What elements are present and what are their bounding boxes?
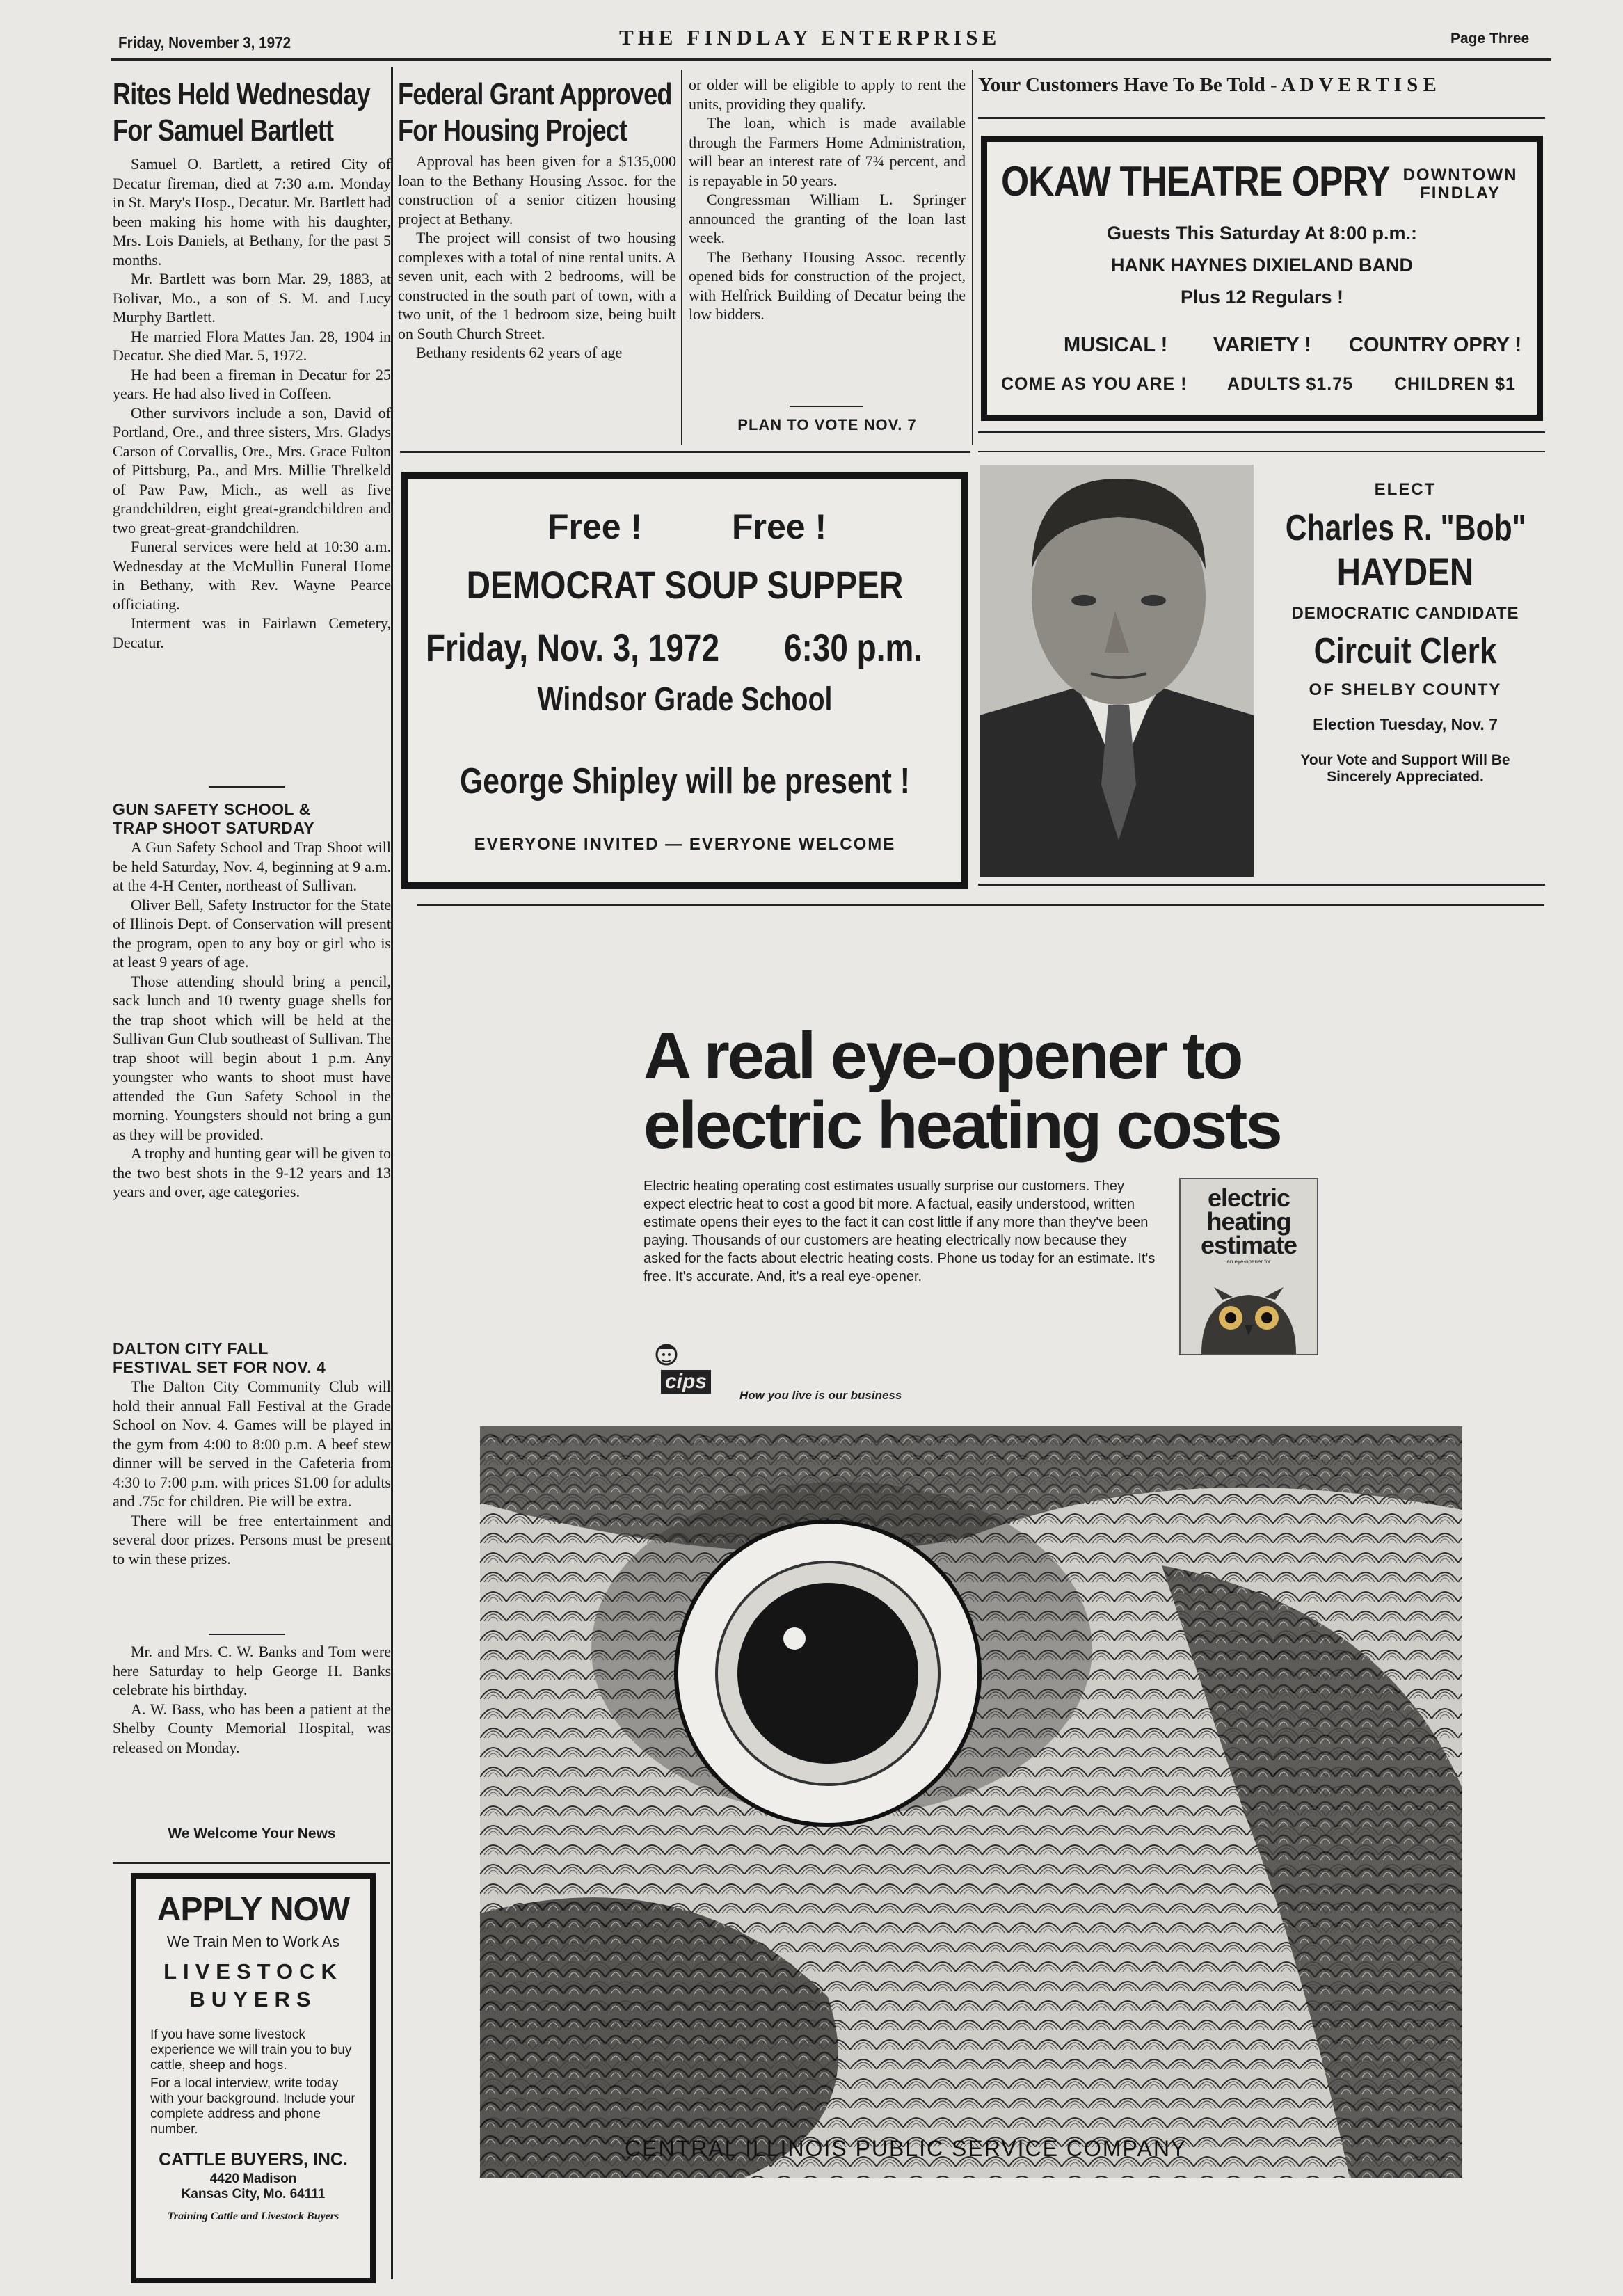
column-divider-left bbox=[391, 67, 393, 2279]
article-paragraph: Mr. Bartlett was born Mar. 29, 1883, at Bolivar, Mo., a son of S. M. and Lucy Murphy Bartlett. bbox=[113, 270, 391, 326]
apply-now-address2: Kansas City, Mo. 64111 bbox=[181, 2187, 326, 2201]
soup-free-2: Free ! bbox=[732, 507, 827, 546]
article-paragraph: Interment was in Fairlawn Cemetery, Decatur. bbox=[113, 614, 391, 651]
bartlett-article bbox=[113, 77, 391, 652]
opry-adults-price: ADULTS $1.75 bbox=[1227, 374, 1354, 394]
gun-safety-headline-1: GUN SAFETY SCHOOL & bbox=[113, 800, 311, 818]
booklet-title-1: electric bbox=[1207, 1183, 1290, 1212]
booklet-title-3: estimate bbox=[1200, 1231, 1297, 1259]
article-paragraph: He had been a fireman in Decatur for 25 years. He had also lived in Coffeen. bbox=[113, 365, 391, 402]
advertise-rule bbox=[978, 117, 1545, 119]
hayden-elect: ELECT bbox=[1374, 480, 1437, 499]
opry-line1: Guests This Saturday At 8:00 p.m.: bbox=[1106, 223, 1418, 244]
opry-tag-musical: MUSICAL ! bbox=[1064, 334, 1168, 356]
owl-icon bbox=[1181, 1284, 1317, 1354]
advertise-banner: Your Customers Have To Be Told - A D V E R T I S E bbox=[978, 74, 1437, 96]
booklet-title-2: heating bbox=[1206, 1207, 1291, 1236]
dalton-headline-2: FESTIVAL SET FOR NOV. 4 bbox=[113, 1358, 326, 1376]
cips-headline-2: electric heating costs bbox=[643, 1088, 1281, 1163]
opry-title: OKAW THEATRE OPRY bbox=[1001, 158, 1390, 205]
article-paragraph: The project will consist of two housing complexes with a total of nine rental units. A seven unit, each with 2 bedrooms, will be constructed in the south part of town, with a two unit, of the 1 bedroom size, being built on South Church Street. bbox=[398, 229, 676, 342]
article-paragraph: A trophy and hunting gear will be given to the two best shots in the 9-12 years and 13 years and over, age categories. bbox=[113, 1145, 391, 1200]
article-paragraph: or older will be eligible to apply to rent the units, providing they qualify. bbox=[689, 76, 966, 113]
soup-footer: EVERYONE INVITED — EVERYONE WELCOME bbox=[474, 835, 896, 854]
grant-body-col2 bbox=[689, 75, 966, 324]
grant-headline-2: For Housing Project bbox=[398, 113, 627, 148]
opry-location-1: DOWNTOWN bbox=[1402, 166, 1518, 184]
opry-tag-country: COUNTRY OPRY ! bbox=[1349, 334, 1522, 356]
welcome-news: We Welcome Your News bbox=[168, 1826, 336, 1842]
hayden-election-date: Election Tuesday, Nov. 7 bbox=[1313, 715, 1498, 733]
opry-ad bbox=[981, 136, 1543, 421]
cips-slogan: How you live is our business bbox=[739, 1389, 902, 1402]
article-paragraph: The loan, which is made available through the Farmers Home Administration, will bear an interest rate of 7¾ percent, and is repayable in 50 years. bbox=[689, 114, 966, 189]
article-paragraph: The Dalton City Community Club will hold their annual Fall Festival at the Grade School on Nov. 4. Games will be played in the gym from 4:00 to 8:00 p.m. A beef stew dinner will be served in the Cafeteria from 4:30 to 7:00 p.m. with prices $1.00 for adults and .75c for children. Pie will be extra. bbox=[113, 1378, 391, 1510]
hayden-name-1: Charles R. "Bob" bbox=[1285, 508, 1526, 548]
cips-logo-mark: cips bbox=[661, 1370, 711, 1394]
dalton-article bbox=[113, 1339, 391, 1568]
candidate-portrait bbox=[980, 465, 1254, 877]
gun-safety-body bbox=[113, 838, 391, 1202]
booklet-small-text: an eye-opener for bbox=[1226, 1259, 1271, 1265]
opry-line3: Plus 12 Regulars ! bbox=[1180, 287, 1344, 308]
dalton-headline-1: DALTON CITY FALL bbox=[113, 1339, 269, 1357]
soup-guest: George Shipley will be present ! bbox=[460, 761, 910, 802]
soup-place: Windsor Grade School bbox=[537, 681, 833, 718]
article-paragraph: Bethany residents 62 years of age bbox=[416, 344, 623, 361]
masthead-rule bbox=[111, 58, 1551, 61]
article-paragraph: Congressman William L. Springer announced the granting of the loan last week. bbox=[689, 191, 966, 246]
bartlett-body bbox=[113, 154, 391, 652]
apply-now-company: CATTLE BUYERS, INC. bbox=[159, 2150, 348, 2169]
masthead-paper-name: THE FINDLAY ENTERPRISE bbox=[619, 25, 1001, 49]
owl-eye-illustration bbox=[480, 1426, 1462, 2178]
article-paragraph: The Bethany Housing Assoc. recently opened bids for construction of the project, with Helfrick Building of Decatur being the low bidders. bbox=[689, 248, 966, 323]
hayden-photo bbox=[980, 465, 1254, 877]
briefs bbox=[113, 1642, 391, 1757]
article-paragraph: Funeral services were held at 10:30 a.m. Wednesday at the McMullin Funeral Home in Bethany, with Rev. Wayne Pearce officiating. bbox=[113, 538, 391, 613]
apply-now-tagline: Training Cattle and Livestock Buyers bbox=[167, 2210, 339, 2222]
grant-bottom-rule bbox=[400, 451, 970, 453]
opry-line2: HANK HAYNES DIXIELAND BAND bbox=[1110, 255, 1414, 276]
column-divider-grant bbox=[681, 70, 682, 445]
article-paragraph: A Gun Safety School and Trap Shoot will be held Saturday, Nov. 4, beginning at 9 a.m. at the 4-H Center, northeast of Sullivan. bbox=[113, 838, 391, 894]
soup-title: DEMOCRAT SOUP SUPPER bbox=[466, 563, 904, 607]
article-paragraph: There will be free entertainment and several door prizes. Persons must be present to win these prizes. bbox=[113, 1511, 391, 1568]
apply-now-line1: We Train Men to Work As bbox=[166, 1933, 340, 1950]
article-paragraph: Samuel O. Bartlett, a retired City of Decatur fireman, died at 7:30 a.m. Monday in St. Mary's Hosp., Decatur. Mr. Bartlett had been making his home with his daughter, Mrs. Lois Daniels, at Bethany, for the past 5 months. bbox=[113, 155, 391, 269]
reddy-mascot-icon bbox=[647, 1339, 696, 1374]
column-divider-right bbox=[972, 70, 973, 445]
cips-headline-1: A real eye-opener to bbox=[643, 1019, 1242, 1093]
hayden-county: OF SHELBY COUNTY bbox=[1309, 680, 1502, 699]
apply-now-body1: If you have some livestock experience we will train you to buy cattle, sheep and hogs. bbox=[150, 2027, 352, 2073]
opry-tag-variety: VARIETY ! bbox=[1213, 334, 1311, 356]
plan-to-vote: PLAN TO VOTE NOV. 7 bbox=[737, 416, 917, 433]
hayden-ad bbox=[1259, 480, 1551, 786]
cips-company-name: CENTRAL ILLINOIS PUBLIC SERVICE COMPANY bbox=[625, 2136, 1188, 2161]
opry-bottom-rule-2 bbox=[978, 451, 1545, 452]
opry-bottom-rule bbox=[978, 431, 1545, 433]
short-divider bbox=[790, 406, 863, 407]
bartlett-headline-1: Rites Held Wednesday bbox=[113, 77, 370, 111]
hayden-bottom-rule bbox=[978, 884, 1545, 886]
apply-now-address1: 4420 Madison bbox=[209, 2171, 297, 2186]
briefs-body bbox=[113, 1642, 391, 1757]
bartlett-headline-2: For Samuel Bartlett bbox=[113, 113, 334, 148]
soup-date: Friday, Nov. 3, 1972 bbox=[426, 625, 719, 669]
opry-children-price: CHILDREN $1 bbox=[1394, 374, 1516, 394]
hayden-appeal-2: Sincerely Appreciated. bbox=[1327, 769, 1484, 785]
cips-logo bbox=[647, 1339, 730, 1402]
grant-headline-1: Federal Grant Approved bbox=[398, 77, 672, 111]
apply-now-ad bbox=[131, 1873, 376, 2283]
dalton-body bbox=[113, 1377, 391, 1568]
soup-time: 6:30 p.m. bbox=[784, 625, 923, 669]
soup-supper-ad bbox=[401, 472, 968, 889]
hayden-office: Circuit Clerk bbox=[1313, 631, 1497, 671]
hayden-name-2: HAYDEN bbox=[1336, 550, 1474, 593]
article-paragraph: He married Flora Mattes Jan. 28, 1904 in Decatur. She died Mar. 5, 1972. bbox=[113, 327, 391, 364]
article-paragraph: Approval has been given for a $135,000 loan to the Bethany Housing Assoc. for the construction of a senior citizen housing project at Bethany. bbox=[398, 152, 676, 228]
apply-now-buyers: BUYERS bbox=[189, 1987, 317, 2011]
opry-come-as-you-are: COME AS YOU ARE ! bbox=[1001, 374, 1188, 394]
article-paragraph: Other survivors include a son, David of Portland, Ore., and three sisters, Mrs. Gladys Carson of Corvallis, Ore., Mrs. Grace Fulton of Pittsburg, Pa., and Mrs. Millie Threlkeld of Paw Paw, Mich., as well as five grandchildren, eight great-grandchildren and two great-great-grandchildren. bbox=[113, 404, 391, 536]
article-paragraph: A. W. Bass, who has been a patient at the Shelby County Memorial Hospital, was released on Monday. bbox=[113, 1700, 391, 1756]
gun-safety-article bbox=[113, 800, 391, 1202]
apply-now-title: APPLY NOW bbox=[157, 1891, 350, 1928]
grant-article-continued bbox=[689, 75, 966, 324]
short-divider bbox=[209, 786, 285, 788]
soup-free-1: Free ! bbox=[547, 507, 643, 546]
hayden-party: DEMOCRATIC CANDIDATE bbox=[1291, 604, 1519, 623]
owl-eye-icon bbox=[480, 1426, 1462, 2178]
opry-location-2: FINDLAY bbox=[1420, 184, 1501, 202]
apply-now-livestock: LIVESTOCK bbox=[163, 1959, 343, 1984]
masthead-page-number: Page Three bbox=[1450, 31, 1530, 47]
hayden-appeal-1: Your Vote and Support Will Be bbox=[1300, 752, 1510, 768]
masthead-date: Friday, November 3, 1972 bbox=[118, 33, 291, 51]
welcome-rule bbox=[113, 1862, 390, 1864]
short-divider bbox=[209, 1634, 285, 1635]
article-paragraph: Mr. and Mrs. C. W. Banks and Tom were here Saturday to help George H. Banks celebrate his birthday. bbox=[113, 1643, 391, 1698]
apply-now-body2: For a local interview, write today with your background. Include your complete address and phone number. bbox=[150, 2076, 355, 2137]
grant-article bbox=[398, 77, 676, 362]
gun-safety-headline-2: TRAP SHOOT SATURDAY bbox=[113, 819, 315, 837]
section-rule bbox=[417, 904, 1544, 906]
grant-body-col1 bbox=[398, 152, 676, 362]
cips-estimate-booklet bbox=[1179, 1178, 1318, 1355]
article-paragraph: Those attending should bring a pencil, sack lunch and 10 twenty guage shells for the trap shoot which will be held at the Sullivan Gun Club southeast of Sullivan. The trap shoot will begin about 1 p.m. Any youngster who wants to shoot must have attended the Gun Safety School in the morning. Youngsters should not bring a gun as they will be provided. bbox=[113, 972, 391, 1143]
article-paragraph: Oliver Bell, Safety Instructor for the State of Illinois Dept. of Conservation will present the program, open to any boy or girl who is at least 9 years of age. bbox=[113, 895, 391, 971]
cips-body: Electric heating operating cost estimates usually surprise our customers. They expect electric heat to cost a good bit more. A factual, easily understood, written estimate opens their eyes to the fact it can cost little if any more than they've been paying. Thousands of our customers are heating electrically now because they asked for the facts about electric heating costs. Phone us today for an estimate. It's free. It's accurate. And, it's a real eye-opener. bbox=[643, 1179, 1156, 1284]
